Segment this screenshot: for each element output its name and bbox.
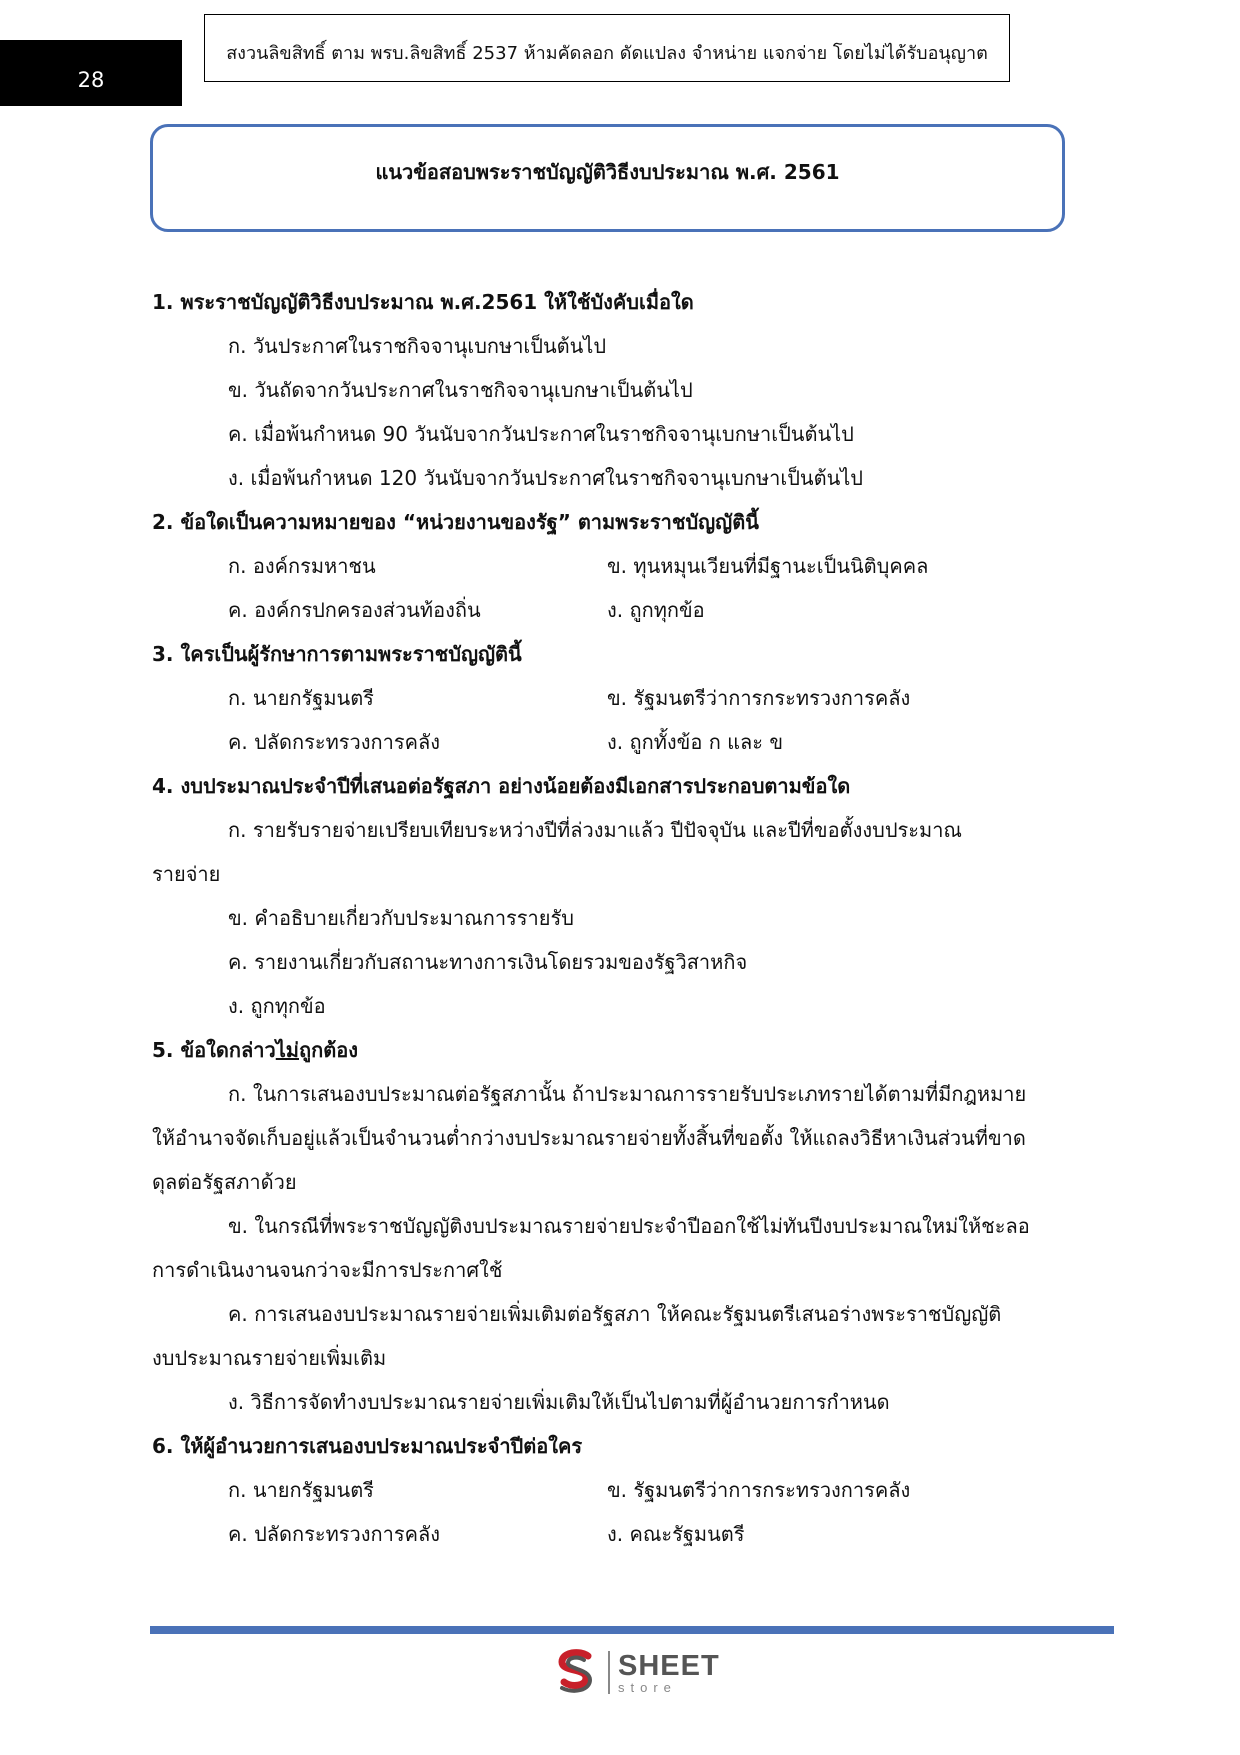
q2-option-a: ก. องค์กรมหาชน xyxy=(228,554,376,578)
q3-row-2 xyxy=(152,720,1062,764)
question-4: 4. งบประมาณประจำปีที่เสนอต่อรัฐสภา อย่างน้อยต้องมีเอกสารประกอบตามข้อใด xyxy=(152,774,851,798)
page-number: 28 xyxy=(0,40,182,106)
question-3: 3. ใครเป็นผู้รักษาการตามพระราชบัญญัตินี้ xyxy=(152,642,522,666)
q5-text-before: 5. ข้อใดกล่าว xyxy=(152,1038,276,1062)
question-1: 1. พระราชบัญญัติวิธีงบประมาณ พ.ศ.2561 ให้ใช้บังคับเมื่อใด xyxy=(152,290,694,314)
question-6: 6. ให้ผู้อำนวยการเสนองบประมาณประจำปีต่อใคร xyxy=(152,1434,583,1458)
q5-option-a-cont-2: ดุลต่อรัฐสภาด้วย xyxy=(152,1170,297,1194)
q5-option-a: ก. ในการเสนองบประมาณต่อรัฐสภานั้น ถ้าประมาณการรายรับประเภทรายได้ตามที่มีกฎหมาย xyxy=(228,1082,1027,1106)
sheet-store-s-logo-icon xyxy=(552,1648,600,1696)
q2-option-b: ข. ทุนหมุนเวียนที่มีฐานะเป็นนิติบุคคล xyxy=(607,554,929,578)
q6-row-2 xyxy=(152,1512,1062,1556)
q2-option-c: ค. องค์กรปกครองส่วนท้องถิ่น xyxy=(228,598,481,622)
q6-row-1 xyxy=(152,1468,1062,1512)
q6-option-a: ก. นายกรัฐมนตรี xyxy=(228,1478,374,1502)
q4-option-d: ง. ถูกทุกข้อ xyxy=(228,994,326,1018)
q2-row-2 xyxy=(152,588,1062,632)
footer-divider xyxy=(150,1626,1114,1634)
q5-text-underline: ไม่ xyxy=(275,1038,299,1062)
question-2: 2. ข้อใดเป็นความหมายของ “หน่วยงานของรัฐ” ตามพระราชบัญญัตินี้ xyxy=(152,510,759,534)
q6-option-d: ง. คณะรัฐมนตรี xyxy=(607,1522,745,1546)
q4-option-a: ก. รายรับรายจ่ายเปรียบเทียบระหว่างปีที่ล่วงมาแล้ว ปีปัจจุบัน และปีที่ขอตั้งงบประมาณ xyxy=(228,818,962,842)
q5-option-a-cont-1: ให้อำนาจจัดเก็บอยู่แล้วเป็นจำนวนต่ำกว่างบประมาณรายจ่ายทั้งสิ้นที่ขอตั้ง ให้แถลงวิธีหาเงินส่วนที่ขาด xyxy=(152,1126,1026,1150)
q4-option-b: ข. คำอธิบายเกี่ยวกับประมาณการรายรับ xyxy=(228,906,574,930)
q3-option-c: ค. ปลัดกระทรวงการคลัง xyxy=(228,730,441,754)
q1-option-c: ค. เมื่อพ้นกำหนด 90 วันนับจากวันประกาศในราชกิจจานุเบกษาเป็นต้นไป xyxy=(228,422,854,446)
logo-sub-text: store xyxy=(618,1679,677,1695)
q5-option-c: ค. การเสนองบประมาณรายจ่ายเพิ่มเติมต่อรัฐสภา ให้คณะรัฐมนตรีเสนอร่างพระราชบัญญัติ xyxy=(228,1302,1002,1326)
q4-option-c: ค. รายงานเกี่ยวกับสถานะทางการเงินโดยรวมของรัฐวิสาหกิจ xyxy=(228,950,748,974)
q5-text-after: ถูกต้อง xyxy=(299,1038,358,1062)
q3-option-d: ง. ถูกทั้งข้อ ก และ ข xyxy=(607,730,784,754)
q2-option-d: ง. ถูกทุกข้อ xyxy=(607,598,705,622)
q6-option-b: ข. รัฐมนตรีว่าการกระทรวงการคลัง xyxy=(607,1478,911,1502)
logo-main-text: SHEET xyxy=(618,1649,720,1682)
q3-row-1 xyxy=(152,676,1062,720)
q3-option-a: ก. นายกรัฐมนตรี xyxy=(228,686,374,710)
q5-option-b-cont: การดำเนินงานจนกว่าจะมีการประกาศใช้ xyxy=(152,1258,503,1282)
q3-option-b: ข. รัฐมนตรีว่าการกระทรวงการคลัง xyxy=(607,686,911,710)
question-list xyxy=(152,280,1062,1556)
q4-option-a-cont: รายจ่าย xyxy=(152,862,221,886)
q5-option-c-cont: งบประมาณรายจ่ายเพิ่มเติม xyxy=(152,1346,387,1370)
copyright-notice: สงวนลิขสิทธิ์ ตาม พรบ.ลิขสิทธิ์ 2537 ห้ามคัดลอก ดัดแปลง จำหน่าย แจกจ่าย โดยไม่ได้รับอนุญาต xyxy=(204,14,1010,82)
q1-option-b: ข. วันถัดจากวันประกาศในราชกิจจานุเบกษาเป็นต้นไป xyxy=(228,378,693,402)
page-title: แนวข้อสอบพระราชบัญญัติวิธีงบประมาณ พ.ศ. 2561 xyxy=(150,124,1065,232)
q1-option-a: ก. วันประกาศในราชกิจจานุเบกษาเป็นต้นไป xyxy=(228,334,607,358)
q1-option-d: ง. เมื่อพ้นกำหนด 120 วันนับจากวันประกาศในราชกิจจานุเบกษาเป็นต้นไป xyxy=(228,466,863,490)
sheet-store-logo xyxy=(552,1648,720,1696)
q6-option-c: ค. ปลัดกระทรวงการคลัง xyxy=(228,1522,441,1546)
logo-text xyxy=(608,1651,720,1694)
q2-row-1 xyxy=(152,544,1062,588)
q5-option-d: ง. วิธีการจัดทำงบประมาณรายจ่ายเพิ่มเติมให้เป็นไปตามที่ผู้อำนวยการกำหนด xyxy=(228,1390,890,1414)
question-5 xyxy=(152,1028,1062,1072)
q5-option-b: ข. ในกรณีที่พระราชบัญญัติงบประมาณรายจ่ายประจำปีออกใช้ไม่ทันปีงบประมาณใหม่ให้ชะลอ xyxy=(228,1214,1030,1238)
